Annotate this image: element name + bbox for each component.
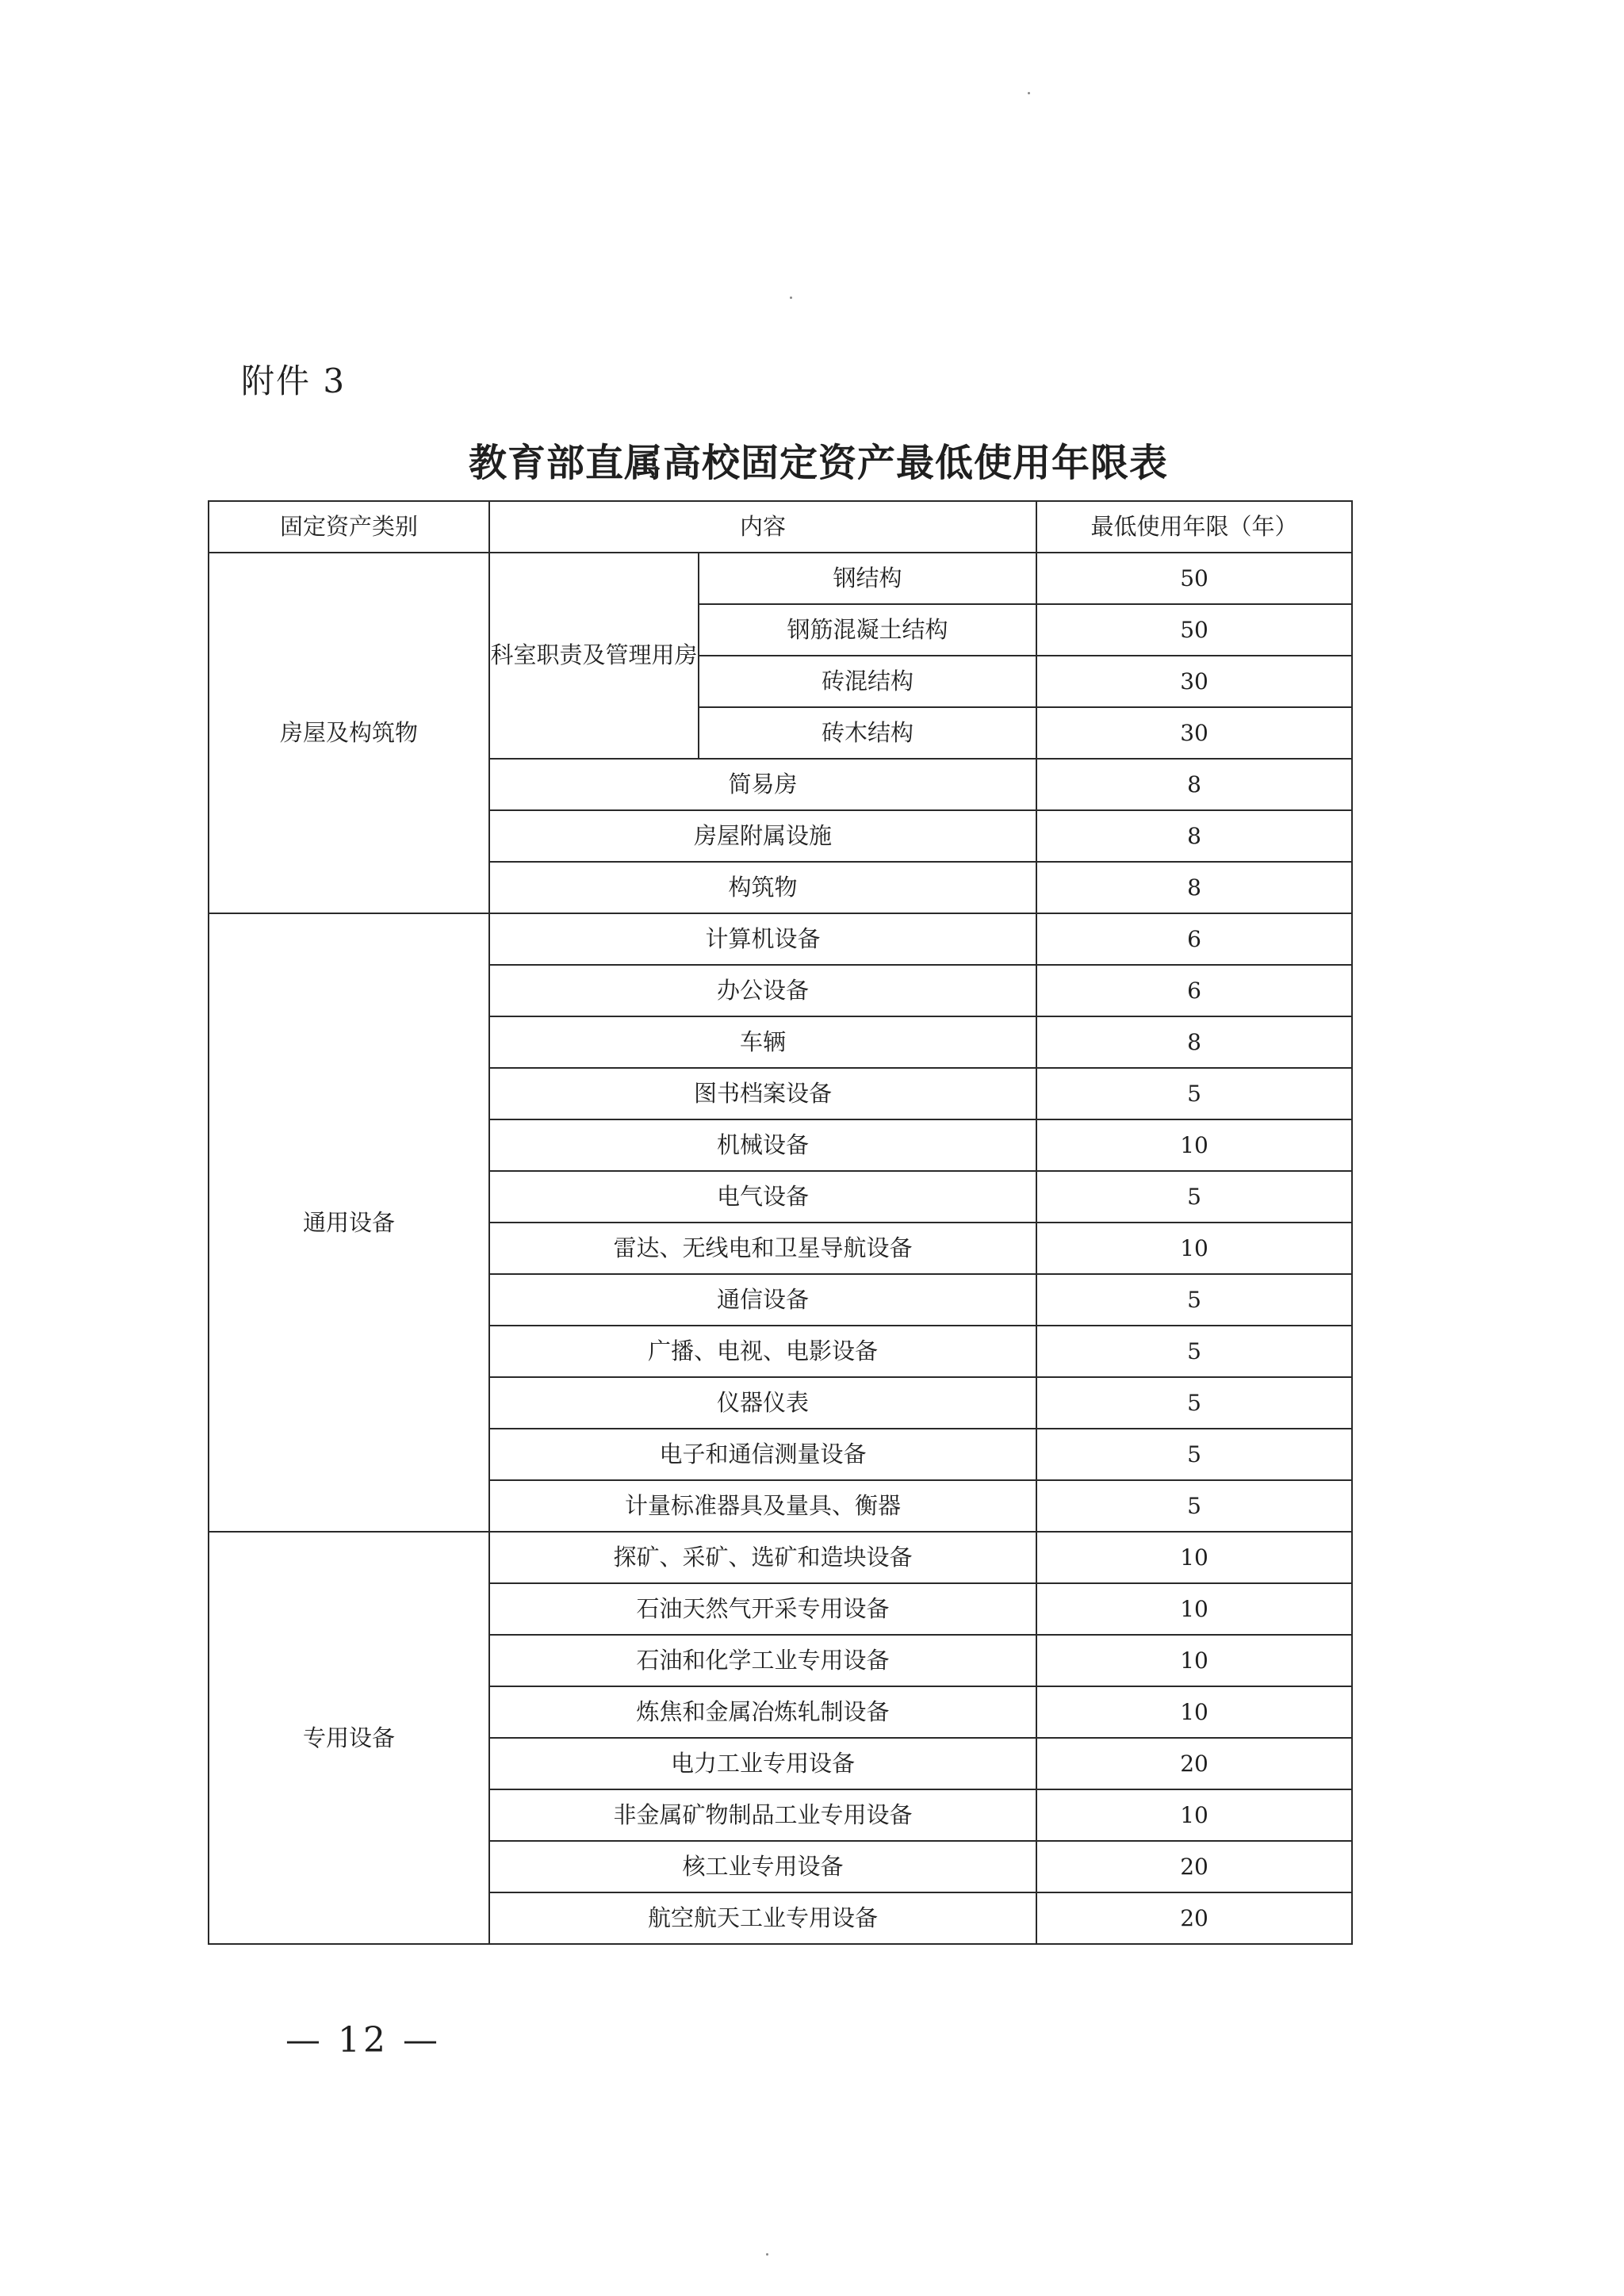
years-cell: 5 xyxy=(1036,1068,1352,1119)
years-cell: 5 xyxy=(1036,1326,1352,1377)
item-cell: 简易房 xyxy=(489,759,1036,810)
item-cell: 广播、电视、电影设备 xyxy=(489,1326,1036,1377)
years-cell: 10 xyxy=(1036,1686,1352,1738)
category-general: 通用设备 xyxy=(209,913,489,1532)
years-cell: 10 xyxy=(1036,1532,1352,1583)
years-cell: 50 xyxy=(1036,553,1352,604)
item-cell: 图书档案设备 xyxy=(489,1068,1036,1119)
item-cell: 电力工业专用设备 xyxy=(489,1738,1036,1789)
years-cell: 10 xyxy=(1036,1119,1352,1171)
years-cell: 30 xyxy=(1036,656,1352,707)
header-category: 固定资产类别 xyxy=(209,501,489,553)
item-cell: 核工业专用设备 xyxy=(489,1841,1036,1892)
item-cell: 仪器仪表 xyxy=(489,1377,1036,1429)
header-content: 内容 xyxy=(489,501,1036,553)
years-cell: 6 xyxy=(1036,965,1352,1016)
years-cell: 5 xyxy=(1036,1377,1352,1429)
item-cell: 房屋附属设施 xyxy=(489,810,1036,862)
item-cell: 电子和通信测量设备 xyxy=(489,1429,1036,1480)
years-cell: 5 xyxy=(1036,1480,1352,1532)
item-cell: 砖木结构 xyxy=(699,707,1036,759)
table-header-row xyxy=(209,501,1352,553)
years-cell: 5 xyxy=(1036,1429,1352,1480)
years-cell: 8 xyxy=(1036,1016,1352,1068)
years-cell: 20 xyxy=(1036,1841,1352,1892)
years-cell: 20 xyxy=(1036,1738,1352,1789)
asset-lifespan-table xyxy=(208,500,1353,1945)
item-cell: 炼焦和金属冶炼轧制设备 xyxy=(489,1686,1036,1738)
years-cell: 20 xyxy=(1036,1892,1352,1944)
item-cell: 石油天然气开采专用设备 xyxy=(489,1583,1036,1635)
item-cell: 雷达、无线电和卫星导航设备 xyxy=(489,1223,1036,1274)
years-cell: 8 xyxy=(1036,810,1352,862)
item-cell: 电气设备 xyxy=(489,1171,1036,1223)
item-cell: 机械设备 xyxy=(489,1119,1036,1171)
header-years: 最低使用年限（年） xyxy=(1036,501,1352,553)
years-cell: 10 xyxy=(1036,1635,1352,1686)
years-cell: 30 xyxy=(1036,707,1352,759)
years-cell: 50 xyxy=(1036,604,1352,656)
item-cell: 计量标准器具及量具、衡器 xyxy=(489,1480,1036,1532)
item-cell: 钢筋混凝土结构 xyxy=(699,604,1036,656)
table-row xyxy=(209,553,1352,604)
years-cell: 10 xyxy=(1036,1223,1352,1274)
item-cell: 航空航天工业专用设备 xyxy=(489,1892,1036,1944)
years-cell: 5 xyxy=(1036,1274,1352,1326)
subcategory-office: 科室职责及管理用房 xyxy=(489,553,699,759)
item-cell: 办公设备 xyxy=(489,965,1036,1016)
table-row xyxy=(209,913,1352,965)
scan-speck xyxy=(766,2253,768,2256)
item-cell: 石油和化学工业专用设备 xyxy=(489,1635,1036,1686)
item-cell: 钢结构 xyxy=(699,553,1036,604)
item-cell: 通信设备 xyxy=(489,1274,1036,1326)
scan-speck xyxy=(1028,92,1030,94)
category-special: 专用设备 xyxy=(209,1532,489,1944)
years-cell: 10 xyxy=(1036,1583,1352,1635)
category-buildings: 房屋及构筑物 xyxy=(209,553,489,913)
table-row xyxy=(209,1532,1352,1583)
years-cell: 5 xyxy=(1036,1171,1352,1223)
item-cell: 构筑物 xyxy=(489,862,1036,913)
item-cell: 车辆 xyxy=(489,1016,1036,1068)
attachment-label: 附件 3 xyxy=(241,362,347,400)
item-cell: 非金属矿物制品工业专用设备 xyxy=(489,1789,1036,1841)
item-cell: 砖混结构 xyxy=(699,656,1036,707)
years-cell: 8 xyxy=(1036,759,1352,810)
scan-speck xyxy=(790,297,792,299)
years-cell: 6 xyxy=(1036,913,1352,965)
item-cell: 计算机设备 xyxy=(489,913,1036,965)
page-number: — 12 — xyxy=(285,2020,441,2061)
years-cell: 8 xyxy=(1036,862,1352,913)
item-cell: 探矿、采矿、选矿和造块设备 xyxy=(489,1532,1036,1583)
document-title: 教育部直属高校固定资产最低使用年限表 xyxy=(468,441,1168,485)
years-cell: 10 xyxy=(1036,1789,1352,1841)
